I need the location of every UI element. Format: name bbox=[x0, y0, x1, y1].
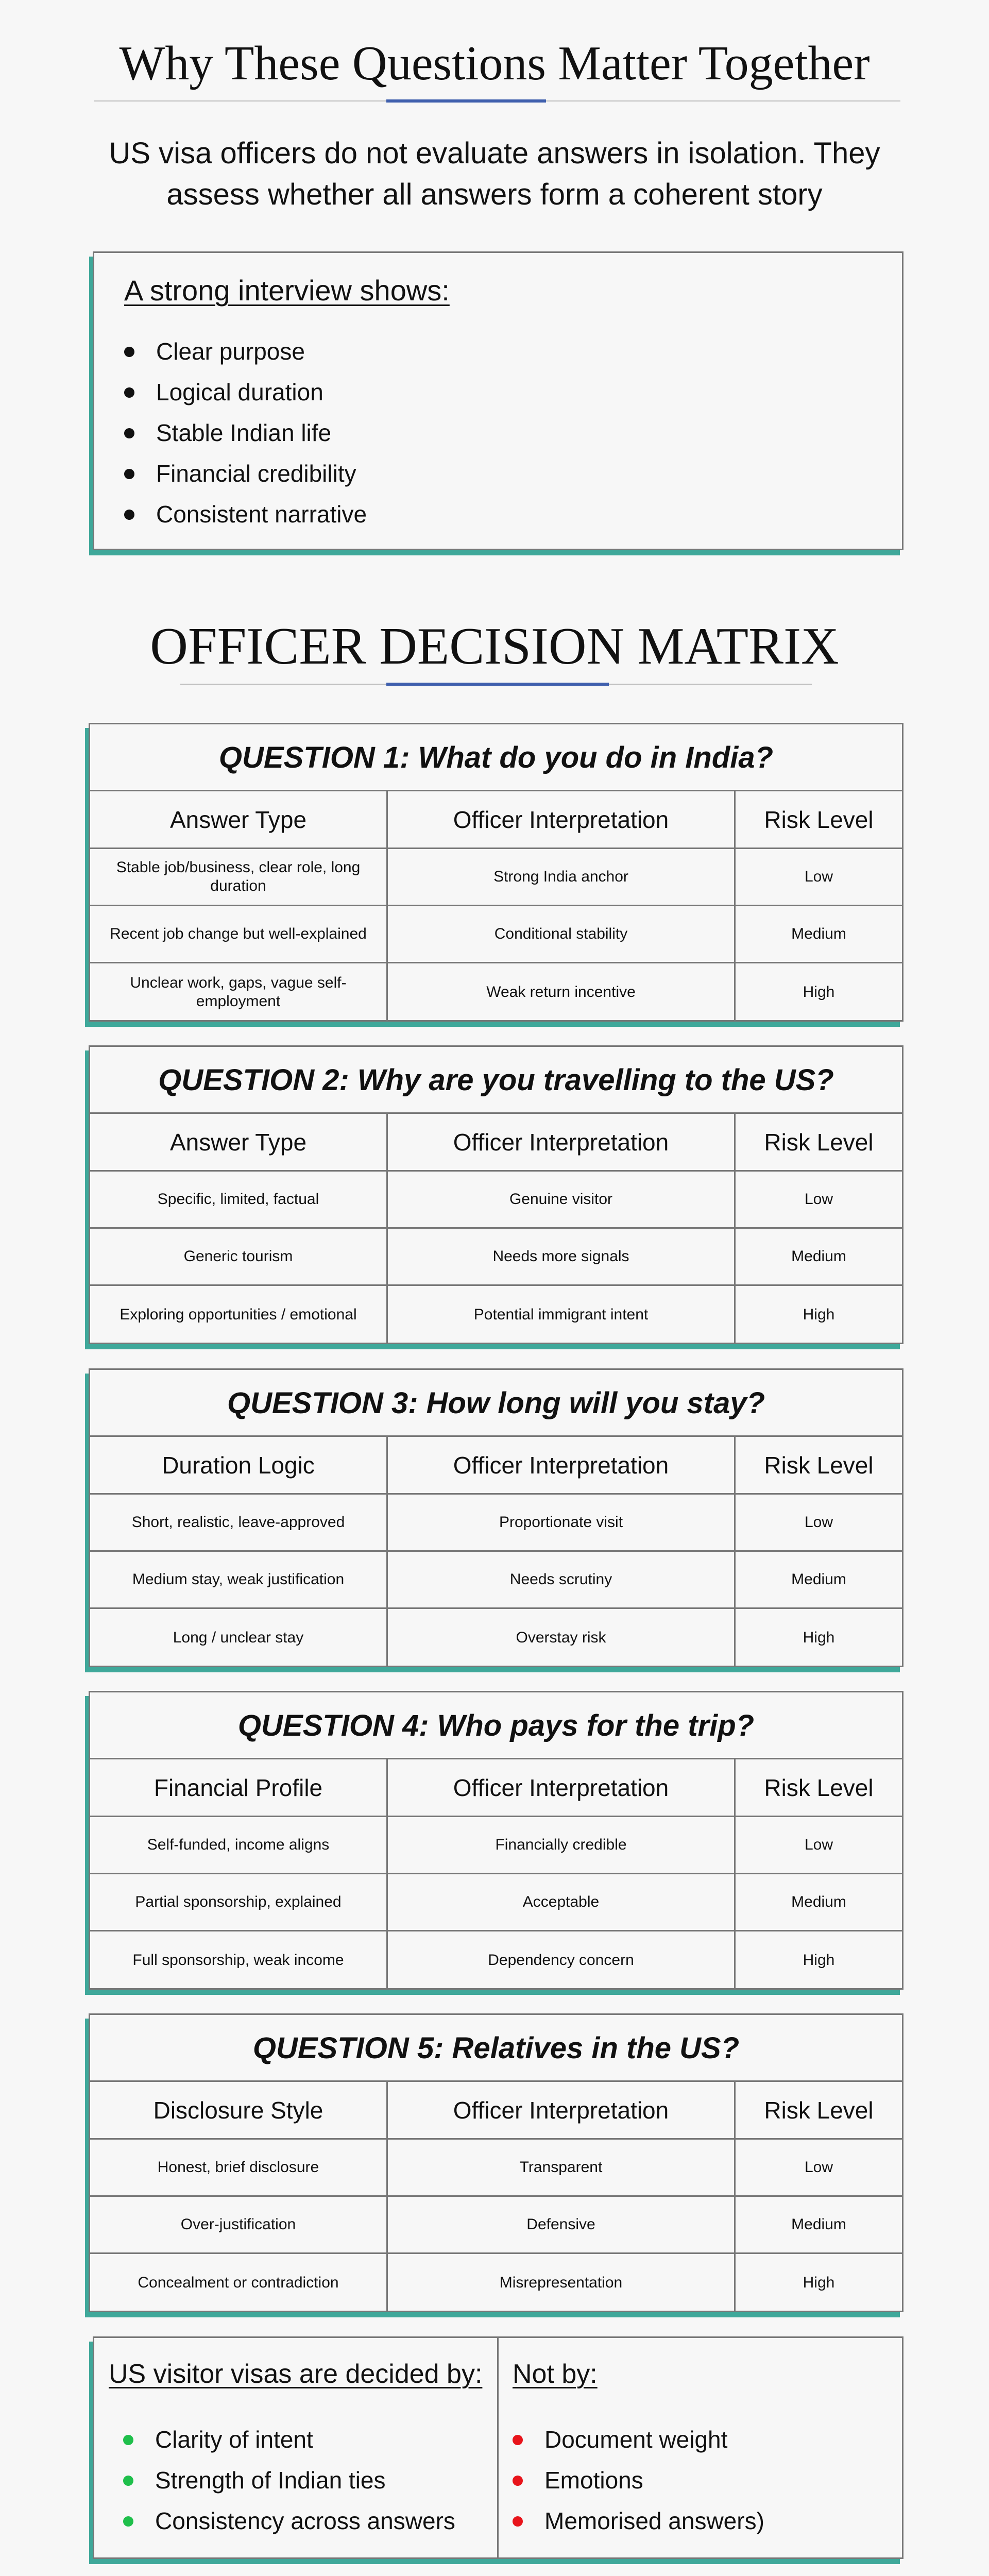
interpretation-cell: Overstay risk bbox=[388, 1609, 736, 1666]
table-row bbox=[90, 849, 902, 906]
list-item: Logical duration bbox=[124, 372, 367, 413]
list-item: Financial credibility bbox=[124, 453, 367, 494]
table-header-row bbox=[90, 1759, 902, 1817]
risk-level-cell: High bbox=[803, 1306, 835, 1323]
decided-by-column bbox=[94, 2338, 499, 2557]
question-card-2 bbox=[89, 1045, 903, 1344]
matrix-title-accent bbox=[386, 683, 609, 686]
section-title: Why These Questions Matter Together bbox=[119, 37, 870, 90]
strong-interview-title: A strong interview shows: bbox=[124, 274, 450, 307]
green-bullet-icon bbox=[123, 2516, 133, 2527]
bullet-dot-icon bbox=[124, 510, 134, 520]
table-row bbox=[90, 2254, 902, 2311]
question-title: QUESTION 1: What do you do in India? bbox=[90, 724, 902, 791]
column-header: Officer Interpretation bbox=[388, 1759, 736, 1816]
column-header: Risk Level bbox=[764, 1451, 874, 1479]
column-header: Risk Level bbox=[764, 2096, 874, 2124]
table-header-row bbox=[90, 791, 902, 849]
column-header: Risk Level bbox=[764, 806, 874, 833]
interpretation-cell: Misrepresentation bbox=[388, 2254, 736, 2311]
not-by-column bbox=[500, 2338, 902, 2557]
answer-cell: Medium stay, weak justification bbox=[90, 1552, 388, 1607]
answer-cell: Unclear work, gaps, vague self-employment bbox=[90, 963, 388, 1021]
bullet-dot-icon bbox=[124, 387, 134, 398]
column-header: Disclosure Style bbox=[90, 2082, 388, 2138]
column-header: Officer Interpretation bbox=[388, 791, 736, 848]
list-item: Memorised answers) bbox=[513, 2501, 764, 2541]
table-row bbox=[90, 1609, 902, 1666]
risk-level-cell: Low bbox=[804, 1836, 833, 1853]
risk-level-cell: Medium bbox=[791, 925, 846, 942]
interpretation-cell: Dependency concern bbox=[388, 1931, 736, 1989]
interpretation-cell: Defensive bbox=[388, 2197, 736, 2252]
column-header: Answer Type bbox=[90, 791, 388, 848]
risk-level-cell: Low bbox=[804, 1191, 833, 1208]
interpretation-cell: Acceptable bbox=[388, 1874, 736, 1930]
answer-cell: Concealment or contradiction bbox=[90, 2254, 388, 2311]
column-header: Answer Type bbox=[90, 1114, 388, 1170]
risk-level-cell: Low bbox=[804, 1514, 833, 1531]
question-card-1 bbox=[89, 723, 903, 1022]
not-by-list bbox=[513, 2419, 764, 2541]
strong-interview-list bbox=[124, 331, 367, 535]
answer-cell: Full sponsorship, weak income bbox=[90, 1931, 388, 1989]
question-card-4 bbox=[89, 1691, 903, 1990]
answer-cell: Recent job change but well-explained bbox=[90, 906, 388, 962]
interpretation-cell: Conditional stability bbox=[388, 906, 736, 962]
interpretation-cell: Transparent bbox=[388, 2140, 736, 2195]
table-row bbox=[90, 1931, 902, 1989]
column-header: Officer Interpretation bbox=[388, 1437, 736, 1493]
risk-level-cell: High bbox=[803, 1629, 835, 1646]
answer-cell: Self-funded, income aligns bbox=[90, 1817, 388, 1873]
answer-cell: Over-justification bbox=[90, 2197, 388, 2252]
question-title: QUESTION 4: Who pays for the trip? bbox=[90, 1692, 902, 1759]
interpretation-cell: Needs more signals bbox=[388, 1229, 736, 1284]
not-by-title: Not by: bbox=[513, 2359, 598, 2389]
list-item: Stable Indian life bbox=[124, 413, 367, 453]
answer-cell: Specific, limited, factual bbox=[90, 1172, 388, 1227]
risk-level-cell: Low bbox=[804, 868, 833, 885]
interpretation-cell: Genuine visitor bbox=[388, 1172, 736, 1227]
table-header-row bbox=[90, 2082, 902, 2140]
column-header: Duration Logic bbox=[90, 1437, 388, 1493]
strong-interview-card bbox=[93, 251, 903, 550]
column-header: Risk Level bbox=[764, 1128, 874, 1156]
table-row bbox=[90, 906, 902, 963]
table-row bbox=[90, 963, 902, 1021]
bullet-dot-icon bbox=[124, 347, 134, 357]
interpretation-cell: Financially credible bbox=[388, 1817, 736, 1873]
column-header: Officer Interpretation bbox=[388, 1114, 736, 1170]
question-title: QUESTION 2: Why are you travelling to the US? bbox=[90, 1047, 902, 1114]
risk-level-cell: Low bbox=[804, 2159, 833, 2176]
answer-cell: Honest, brief disclosure bbox=[90, 2140, 388, 2195]
risk-level-cell: Medium bbox=[791, 1571, 846, 1588]
decided-by-title: US visitor visas are decided by: bbox=[109, 2359, 483, 2389]
list-item: Document weight bbox=[513, 2419, 764, 2460]
table-row bbox=[90, 2140, 902, 2197]
table-header-row bbox=[90, 1437, 902, 1495]
bullet-dot-icon bbox=[124, 428, 134, 438]
answer-cell: Generic tourism bbox=[90, 1229, 388, 1284]
question-title: QUESTION 5: Relatives in the US? bbox=[90, 2015, 902, 2082]
question-card-3 bbox=[89, 1368, 903, 1667]
table-row bbox=[90, 1495, 902, 1552]
risk-level-cell: Medium bbox=[791, 1248, 846, 1265]
risk-level-cell: High bbox=[803, 983, 835, 1001]
table-row bbox=[90, 1172, 902, 1229]
list-item: Strength of Indian ties bbox=[123, 2460, 455, 2501]
intro-text: US visa officers do not evaluate answers in isolation. They assess whether all answers form a coherent story bbox=[109, 137, 880, 211]
answer-cell: Short, realistic, leave-approved bbox=[90, 1495, 388, 1550]
table-row bbox=[90, 2197, 902, 2254]
red-bullet-icon bbox=[513, 2476, 523, 2486]
red-bullet-icon bbox=[513, 2435, 523, 2445]
answer-cell: Partial sponsorship, explained bbox=[90, 1874, 388, 1930]
interpretation-cell: Potential immigrant intent bbox=[388, 1286, 736, 1343]
section-title-accent bbox=[386, 99, 546, 103]
green-bullet-icon bbox=[123, 2476, 133, 2486]
answer-cell: Long / unclear stay bbox=[90, 1609, 388, 1666]
green-bullet-icon bbox=[123, 2435, 133, 2445]
risk-level-cell: High bbox=[803, 2274, 835, 2291]
column-header: Risk Level bbox=[764, 1774, 874, 1801]
interpretation-cell: Needs scrutiny bbox=[388, 1552, 736, 1607]
risk-level-cell: Medium bbox=[791, 2216, 846, 2233]
list-item: Clarity of intent bbox=[123, 2419, 455, 2460]
matrix-title: OFFICER DECISION MATRIX bbox=[150, 617, 839, 675]
table-row bbox=[90, 1286, 902, 1343]
column-header: Financial Profile bbox=[90, 1759, 388, 1816]
table-row bbox=[90, 1229, 902, 1286]
table-header-row bbox=[90, 1114, 902, 1172]
interpretation-cell: Proportionate visit bbox=[388, 1495, 736, 1550]
summary-card bbox=[93, 2336, 903, 2559]
list-item: Emotions bbox=[513, 2460, 764, 2501]
bullet-dot-icon bbox=[124, 469, 134, 479]
decided-by-list bbox=[123, 2419, 455, 2541]
interpretation-cell: Weak return incentive bbox=[388, 963, 736, 1021]
table-row bbox=[90, 1874, 902, 1931]
answer-cell: Exploring opportunities / emotional bbox=[90, 1286, 388, 1343]
list-item: Clear purpose bbox=[124, 331, 367, 372]
risk-level-cell: High bbox=[803, 1951, 835, 1969]
table-row bbox=[90, 1552, 902, 1609]
column-header: Officer Interpretation bbox=[388, 2082, 736, 2138]
interpretation-cell: Strong India anchor bbox=[388, 849, 736, 905]
question-title: QUESTION 3: How long will you stay? bbox=[90, 1370, 902, 1437]
table-row bbox=[90, 1817, 902, 1874]
risk-level-cell: Medium bbox=[791, 1893, 846, 1910]
answer-cell: Stable job/business, clear role, long duration bbox=[90, 849, 388, 905]
red-bullet-icon bbox=[513, 2516, 523, 2527]
list-item: Consistent narrative bbox=[124, 494, 367, 535]
list-item: Consistency across answers bbox=[123, 2501, 455, 2541]
question-card-5 bbox=[89, 2013, 903, 2312]
